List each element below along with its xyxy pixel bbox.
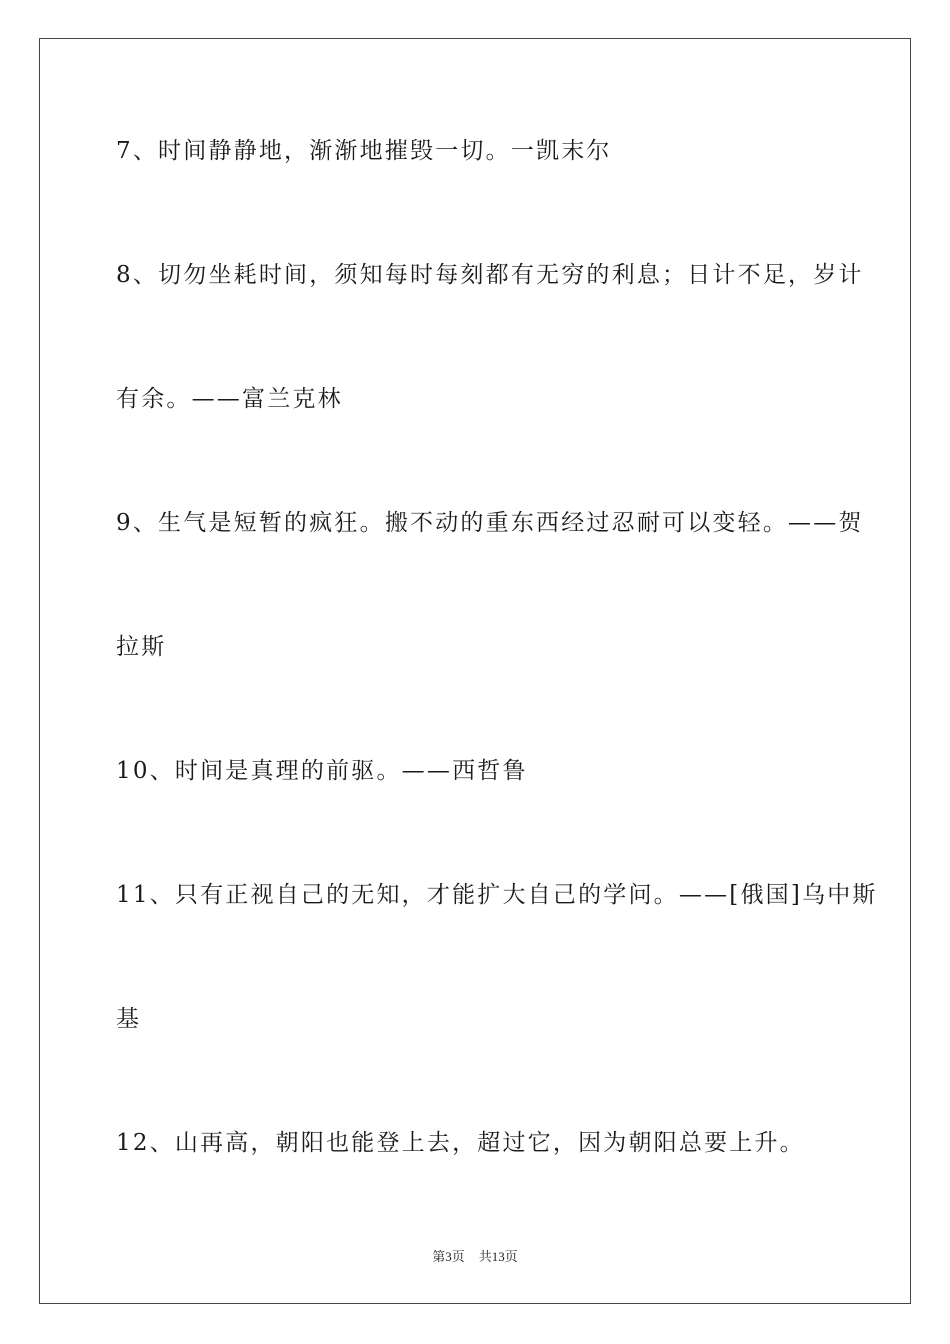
page-border [39, 38, 911, 1304]
quote-line-12: 12、山再高，朝阳也能登上去，超过它，因为朝阳总要上升。 [116, 1130, 805, 1156]
page-number: 第3页 [432, 1249, 465, 1264]
quote-line-8-part2: 有余。——富兰克林 [116, 386, 343, 412]
page-footer [0, 1246, 950, 1265]
quote-line-9-part2: 拉斯 [116, 634, 167, 660]
quote-line-9-part1: 9、生气是短暂的疯狂。搬不动的重东西经过忍耐可以变轻。——贺 [116, 510, 864, 536]
page-total: 共13页 [478, 1249, 518, 1264]
quote-line-10: 10、时间是真理的前驱。——西哲鲁 [116, 758, 528, 784]
quote-line-11-part2: 基 [116, 1006, 142, 1032]
quote-line-8-part1: 8、切勿坐耗时间，须知每时每刻都有无穷的利息；日计不足，岁计 [116, 262, 864, 288]
quote-line-7: 7、时间静静地，渐渐地摧毁一切。一凯末尔 [116, 138, 612, 164]
quote-line-11-part1: 11、只有正视自己的无知，才能扩大自己的学问。——[俄国]乌中斯 [116, 882, 878, 908]
